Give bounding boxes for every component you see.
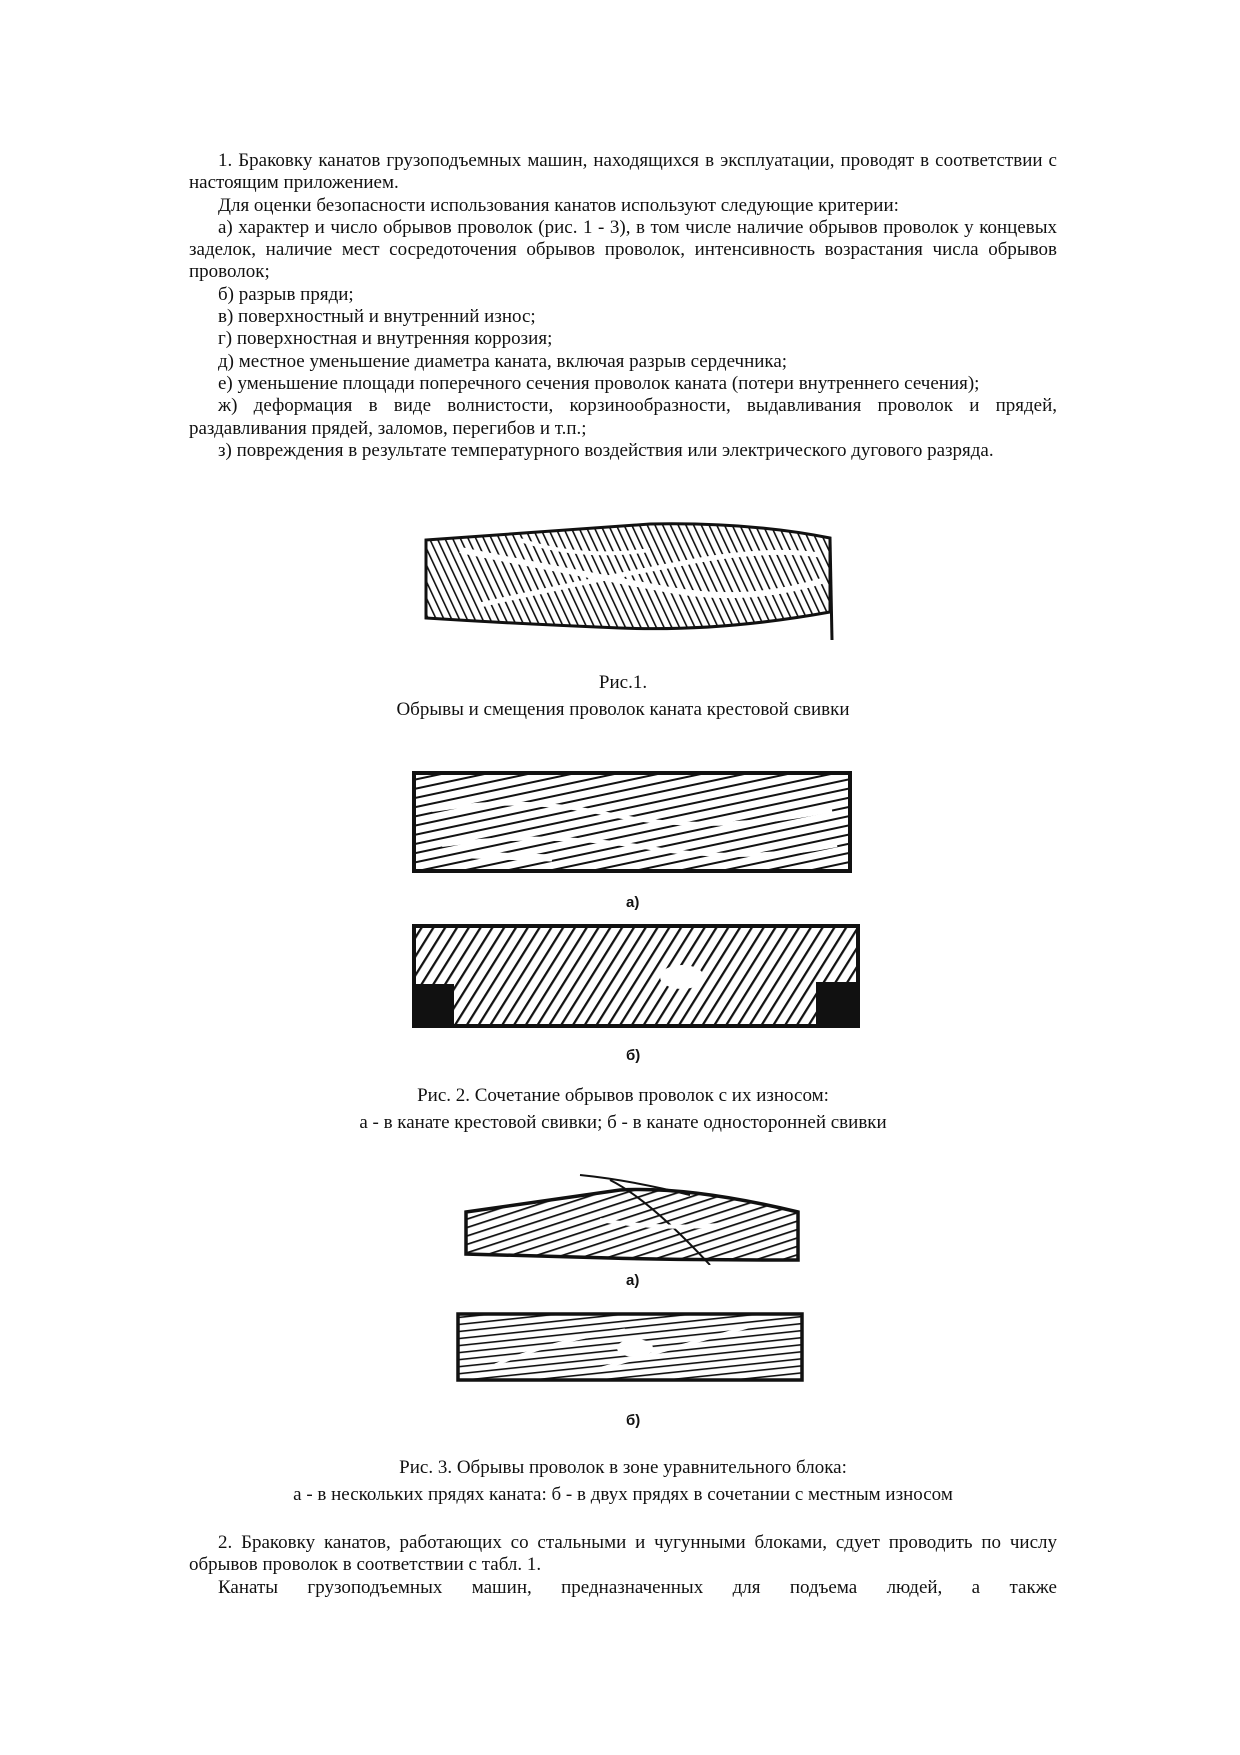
criterion-e: е) уменьшение площади поперечного сечения проволок каната (потери внутреннего сечения); xyxy=(218,372,980,394)
section-2-text xyxy=(189,1532,1057,1599)
figure-2-caption-title: Рис. 2. Сочетание обрывов проволок с их износом: xyxy=(417,1085,829,1106)
paragraph-criteria-lead: Для оценки безопасности использования канатов используют следующие критерии: xyxy=(218,194,899,216)
figure-3b-label: б) xyxy=(626,1412,641,1429)
figure-3-caption xyxy=(189,1454,1057,1508)
figure-3b-rope-image xyxy=(455,1310,805,1385)
criterion-g: г) поверхностная и внутренняя коррозия; xyxy=(218,328,553,350)
figure-3a-rope-image xyxy=(460,1170,805,1265)
figure-3a-label: а) xyxy=(626,1272,640,1289)
criterion-v: в) поверхностный и внутренний износ; xyxy=(218,306,536,328)
figure-3-caption-title: Рис. 3. Обрывы проволок в зоне уравнительного блока: xyxy=(399,1457,847,1478)
section-1-text xyxy=(189,150,1057,462)
criterion-b: б) разрыв пряди; xyxy=(218,283,354,305)
paragraph-section-2-continued: Канаты грузоподъемных машин, предназначенных для подъема людей, а также xyxy=(218,1576,1057,1598)
figure-2a-rope-image xyxy=(412,770,852,875)
figure-3-caption-text: а - в нескольких прядях каната: б - в двух прядях в сочетании с местным износом xyxy=(293,1484,953,1505)
figure-2b-label: б) xyxy=(626,1047,641,1064)
paragraph-section-2: 2. Браковку канатов, работающих со стальными и чугунными блоками, сдует проводить по числу обрывов проволок в соответствии с табл. 1. xyxy=(189,1532,1057,1576)
criterion-zh: ж) деформация в виде волнистости, корзинообразности, выдавливания проволок и прядей, раздавливания прядей, заломов, перегибов и т.п.; xyxy=(189,395,1057,439)
figure-1-rope-image xyxy=(420,520,850,645)
criterion-z: з) повреждения в результате температурного воздействия или электрического дугового разряда. xyxy=(218,439,994,461)
figure-1-caption-title: Рис.1. xyxy=(598,672,648,693)
figure-2-caption xyxy=(189,1082,1057,1136)
criterion-d: д) местное уменьшение диаметра каната, включая разрыв сердечника; xyxy=(218,350,788,372)
figure-2b-rope-image xyxy=(412,922,860,1032)
figure-1-caption xyxy=(189,669,1057,723)
criterion-a: а) характер и число обрывов проволок (рис. 1 - 3), в том числе наличие обрывов проволок у концевых заделок, наличие мест сосредоточения обрывов проволок, интенсивность возрастания числа обрывов проволок; xyxy=(189,216,1057,283)
paragraph-intro: 1. Браковку канатов грузоподъемных машин, находящихся в эксплуатации, проводят в соответствии с настоящим приложением. xyxy=(189,150,1057,194)
figure-2a-label: а) xyxy=(626,894,640,911)
figure-1-caption-text: Обрывы и смещения проволок каната крестовой свивки xyxy=(396,699,850,720)
figure-2-caption-text: а - в канате крестовой свивки; б - в канате односторонней свивки xyxy=(359,1112,887,1133)
